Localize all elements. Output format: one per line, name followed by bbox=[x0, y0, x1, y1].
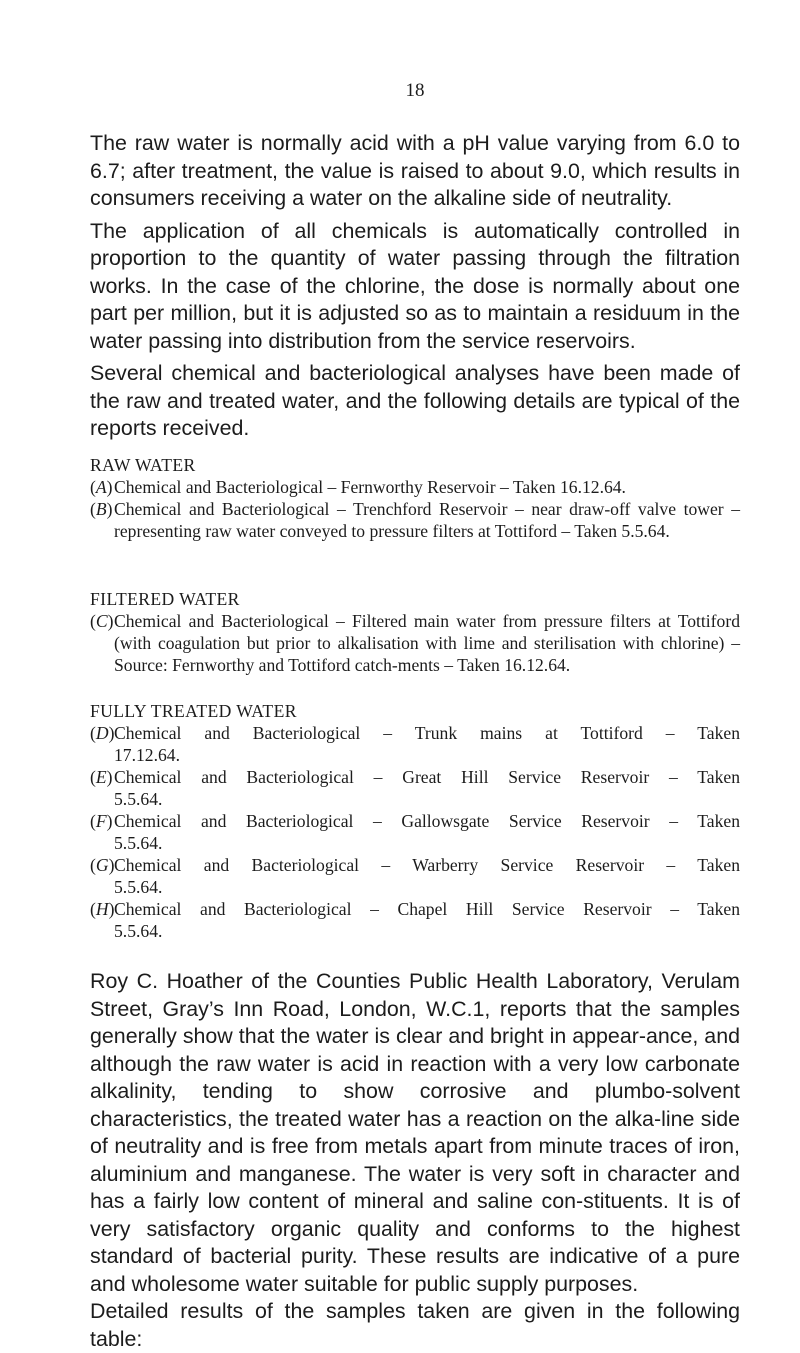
sample-description: Chemical and Bacteriological – Trenchford Reservoir – near draw-off valve tower – representing raw water conveyed to pressure filters at Tottiford – Taken 5.5.64. bbox=[114, 499, 740, 541]
sample-label: (C) bbox=[90, 611, 114, 631]
section-heading-raw-water: RAW WATER bbox=[90, 455, 196, 475]
sample-item-h bbox=[90, 898, 740, 942]
sample-label: (A) bbox=[90, 477, 113, 497]
sample-item-d bbox=[90, 722, 740, 766]
sample-label: (H) bbox=[90, 899, 115, 919]
sample-item-line bbox=[90, 766, 740, 788]
sample-description: Chemical and Bacteriological – Fernworthy Reservoir – Taken 16.12.64. bbox=[114, 477, 626, 497]
sample-item-c bbox=[90, 610, 740, 676]
section-heading-filtered-water: FILTERED WATER bbox=[90, 589, 240, 609]
sample-label: (G) bbox=[90, 855, 115, 875]
sample-item-f bbox=[90, 810, 740, 854]
sample-description: Chemical and Bacteriological – Trunk mains at Tottiford – Taken bbox=[114, 723, 740, 743]
sample-label: (D) bbox=[90, 723, 115, 743]
section-heading-fully-treated-water: FULLY TREATED WATER bbox=[90, 701, 297, 721]
sample-label: (B) bbox=[90, 499, 113, 519]
sample-label: (E) bbox=[90, 767, 113, 787]
intro-paragraph-2: The application of all chemicals is automatically controlled in proportion to the quantity of water passing through the filtration works. In the case of the chlorine, the dose is normally about one part per million, but it is adjusted so as to maintain a residuum in the water passing into distribution from the service reservoirs. bbox=[90, 218, 740, 353]
filtered-water-section bbox=[90, 588, 740, 676]
sample-date: 5.5.64. bbox=[114, 877, 163, 897]
closing-paragraph-1: Roy C. Hoather of the Counties Public Health Laboratory, Verulam Street, Gray’s Inn Road, London, W.C.1, reports that the samples generally show that the water is clear and bright in appear-ance, and although the raw water is acid in reaction with a very low carbonate alkalinity, tending to show corrosive and plumbo-solvent characteristics, the treated water has a reaction on the alka-line side of neutrality and is free from metals apart from minute traces of iron, aluminium and manganese. The water is very soft in character and has a fairly low content of mineral and saline con-stituents. It is of very satisfactory organic quality and conforms to the highest standard of bacterial purity. These results are indicative of a pure and wholesome water suitable for public supply purposes. bbox=[90, 969, 740, 1296]
closing-section bbox=[90, 968, 740, 1353]
sample-item-g bbox=[90, 854, 740, 898]
intro-paragraph-3: Several chemical and bacteriological analyses have been made of the raw and treated water, and the following details are typical of the reports received. bbox=[90, 361, 740, 440]
sample-description: Chemical and Bacteriological – Great Hill Service Reservoir – Taken bbox=[114, 767, 740, 787]
sample-label: (F) bbox=[90, 811, 113, 831]
sample-date: 5.5.64. bbox=[114, 921, 163, 941]
sample-description: Chemical and Bacteriological – Gallowsgate Service Reservoir – Taken bbox=[114, 811, 740, 831]
sample-description: Chemical and Bacteriological – Chapel Hill Service Reservoir – Taken bbox=[114, 899, 740, 919]
page-number: 18 bbox=[405, 80, 425, 101]
sample-item-line bbox=[90, 722, 740, 744]
sample-item-line bbox=[90, 898, 740, 920]
sample-date: 17.12.64. bbox=[114, 745, 180, 765]
sample-item-e bbox=[90, 766, 740, 810]
closing-paragraph-2: Detailed results of the samples taken are given in the following table: bbox=[90, 1299, 740, 1351]
sample-date: 5.5.64. bbox=[114, 789, 163, 809]
sample-item-a bbox=[90, 476, 740, 498]
intro-section bbox=[90, 130, 740, 443]
sample-description: Chemical and Bacteriological – Warberry Service Reservoir – Taken bbox=[114, 855, 740, 875]
sample-item-line bbox=[90, 810, 740, 832]
sample-item-line bbox=[90, 854, 740, 876]
sample-item-b bbox=[90, 498, 740, 542]
sample-date: 5.5.64. bbox=[114, 833, 163, 853]
sample-description: Chemical and Bacteriological – Filtered main water from pressure filters at Tottiford (with coagulation but prior to alkalisation with lime and sterilisation with chlorine) – Source: Fernworthy and Tottiford catch-ments – Taken 16.12.64. bbox=[114, 611, 740, 675]
fully-treated-water-section bbox=[90, 700, 740, 942]
raw-water-section bbox=[90, 454, 740, 542]
intro-paragraph-1: The raw water is normally acid with a pH value varying from 6.0 to 6.7; after treatment, the value is raised to about 9.0, which results in consumers receiving a water on the alkaline side of neutrality. bbox=[90, 131, 740, 210]
